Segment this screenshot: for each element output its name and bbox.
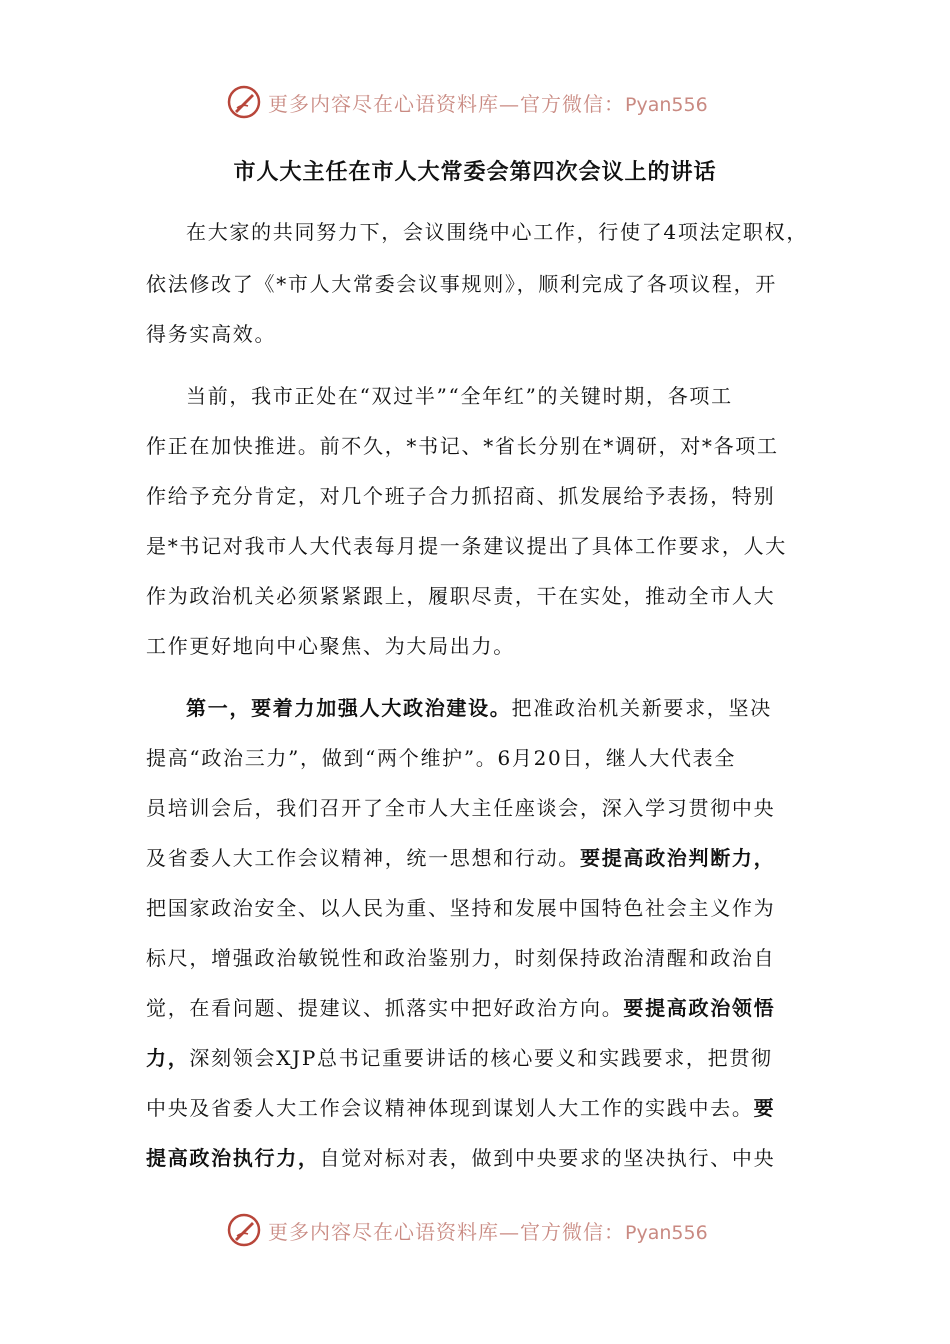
text-run: 觉，在看问题、提建议、抓落实中把好政治方向。 [146,996,624,1020]
text-run: 作给予充分肯定，对几个班子合力抓招商、抓发展给予表扬，特别 [146,484,776,508]
watermark-text: 更多内容尽在心语资料库—官方微信：Pyan556 [268,1220,708,1244]
text-line [146,320,276,348]
header-watermark-banner [0,82,950,122]
text-line [146,744,736,772]
text-line [146,482,775,510]
text-run: 提高“政治三力”，做到“两个维护”。6月20日，继人大代表全 [146,746,737,770]
text-run: 作为政治机关必须紧紧跟上，履职尽责，干在实处，推动全市人大 [146,584,776,608]
page-title: 市人大主任在市人大常委会第四次会议上的讲话 [233,160,717,185]
text-run: 标尺，增强政治敏锐性和政治鉴别力，时刻保持政治清醒和政治自 [146,946,776,970]
text-line [146,632,515,660]
text-run: 中央及省委人大工作会议精神体现到谋划人大工作的实践中去。 [146,1096,754,1120]
text-line [146,582,775,610]
bold-text: 要提高政治领悟 [623,996,776,1020]
text-line [146,794,775,822]
text-run: 作正在加快推进。前不久，*书记、*省长分别在*调研，对*各项工 [146,434,779,458]
text-line [186,382,733,410]
text-line [146,1044,773,1072]
text-line [146,270,777,298]
text-line [186,218,808,246]
text-run: 及省委人大工作会议精神，统一思想和行动。 [146,846,580,870]
bold-text: 提高政治执行力， [146,1146,320,1170]
text-run: 工作更好地向中心聚焦、为大局出力。 [146,634,515,658]
text-run: 把准政治机关新要求，坚决 [511,696,772,720]
text-line [146,894,775,922]
text-run: 当前，我市正处在“双过半”“全年红”的关键时期，各项工 [186,384,733,408]
text-line [146,1094,775,1122]
text-run: 得务实高效。 [146,322,277,346]
bold-text: 第一，要着力加强人大政治建设。 [186,696,512,720]
text-line [146,532,787,560]
text-line [146,432,779,460]
text-line [186,694,772,722]
text-run: 在大家的共同努力下，会议围绕中心工作，行使了4项法定职权， [186,220,809,244]
text-run: 员培训会后，我们召开了全市人大主任座谈会，深入学习贯彻中央 [146,796,776,820]
text-run: 自觉对标对表，做到中央要求的坚决执行、中央 [319,1146,776,1170]
quill-pen-seal-icon [226,84,262,120]
text-run: 深刻领会XJP总书记重要讲话的核心要义和实践要求，把贯彻 [189,1046,773,1070]
bold-text: 力， [146,1046,190,1070]
text-run: 把国家政治安全、以人民为重、坚持和发展中国特色社会主义作为 [146,896,776,920]
bold-text: 要 [753,1096,776,1120]
quill-pen-seal-icon [226,1212,262,1248]
text-line [146,1144,775,1172]
footer-watermark-banner [0,1210,950,1250]
text-line [146,844,775,872]
bold-text: 要提高政治判断力， [580,846,776,870]
text-line [146,994,775,1022]
text-run: 依法修改了《*市人大常委会议事规则》，顺利完成了各项议程，开 [146,272,777,296]
text-line [146,944,775,972]
text-run: 是*书记对我市人大代表每月提一条建议提出了具体工作要求，人大 [146,534,787,558]
watermark-text: 更多内容尽在心语资料库—官方微信：Pyan556 [268,92,708,116]
